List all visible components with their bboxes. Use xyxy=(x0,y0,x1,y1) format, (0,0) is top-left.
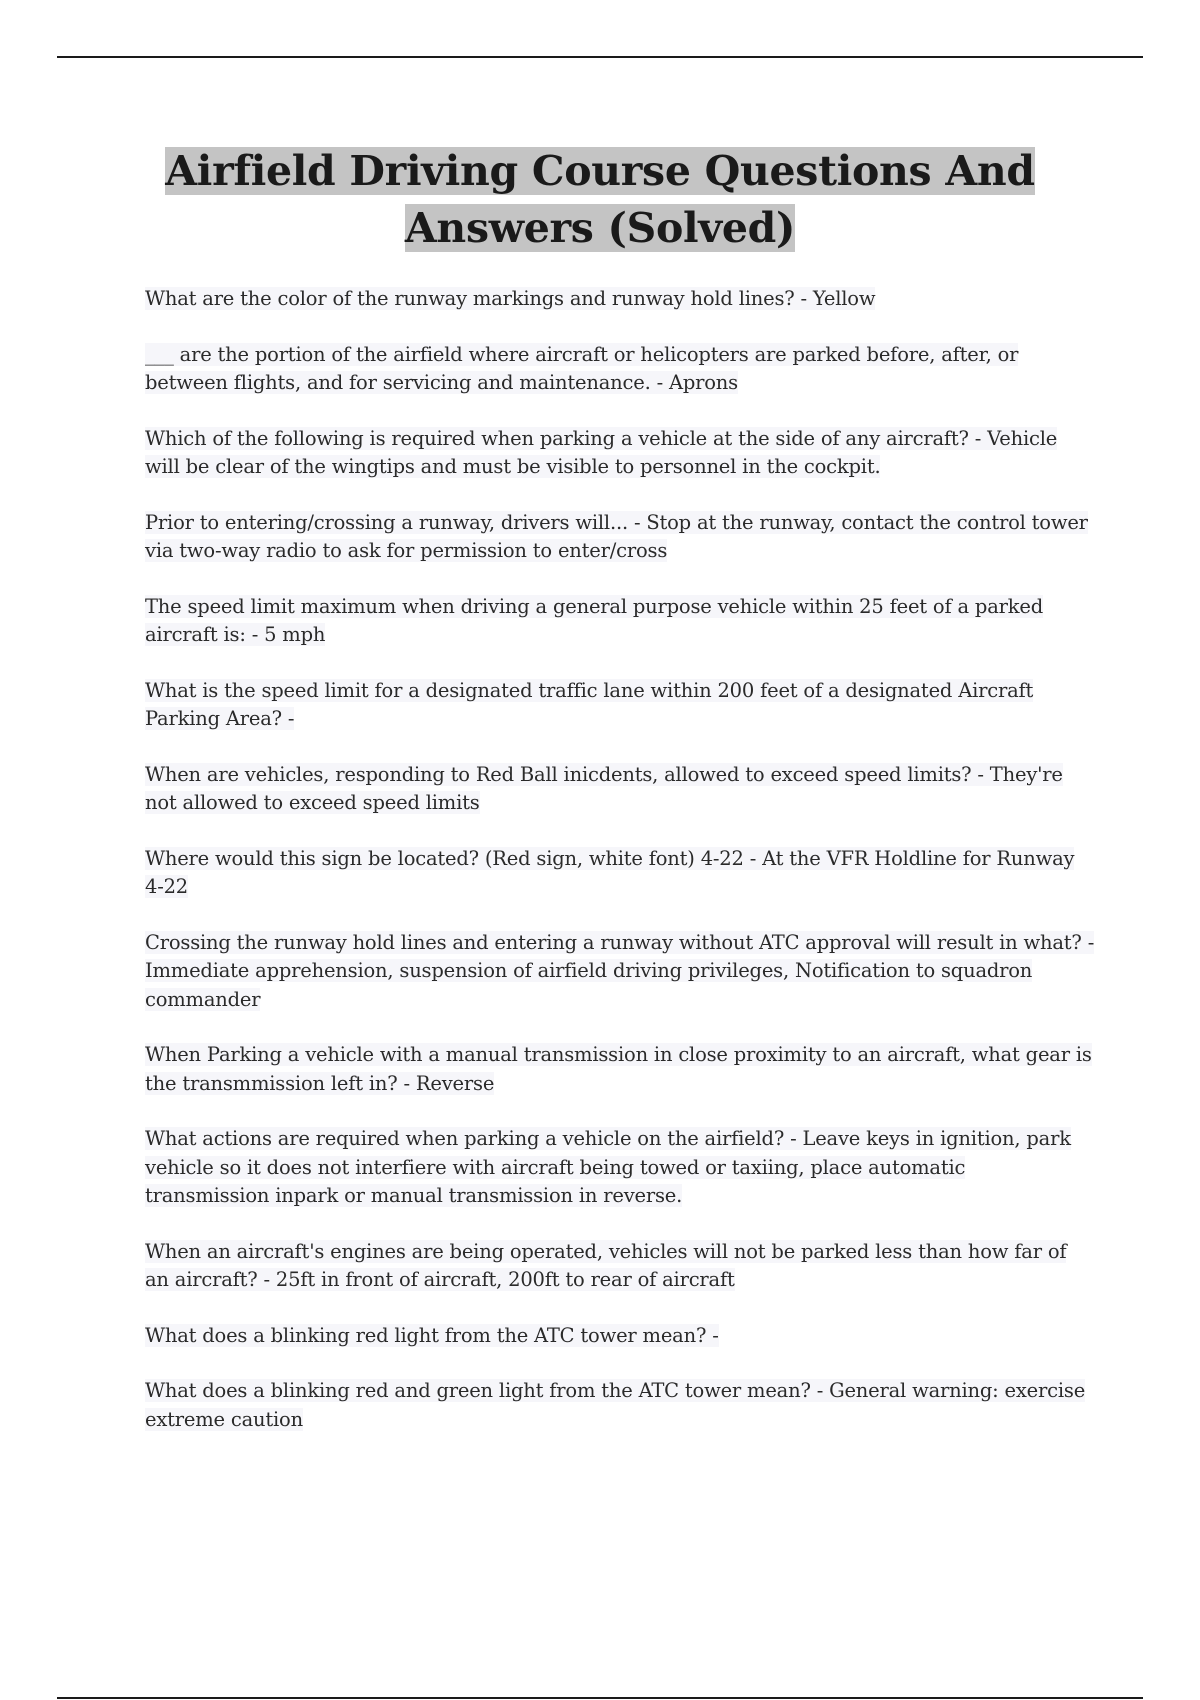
qa-text: When an aircraft's engines are being operated, vehicles will not be parked less than how far of an aircraft? - 25ft in front of aircraft, 200ft to rear of aircraft xyxy=(145,1239,1067,1291)
qa-item xyxy=(145,509,1095,566)
qa-item xyxy=(145,929,1095,1015)
qa-text: What actions are required when parking a vehicle on the airfield? - Leave keys in ignition, park vehicle so it does not interfiere with aircraft being towed or taxiing, place automatic transmission inpark or manual transmission in reverse. xyxy=(145,1127,1071,1207)
qa-item xyxy=(145,1322,1095,1351)
title-block xyxy=(100,143,1100,257)
document-title: Airfield Driving Course Questions And Answers (Solved) xyxy=(165,147,1035,252)
qa-item xyxy=(145,425,1095,482)
qa-text: What are the color of the runway markings and runway hold lines? - Yellow xyxy=(145,287,876,310)
qa-text: Crossing the runway hold lines and entering a runway without ATC approval will result in what? - Immediate apprehension, suspension of airfield driving privileges, Notification to squadron commander xyxy=(145,930,1095,1011)
qa-item xyxy=(145,1125,1095,1211)
top-rule xyxy=(57,56,1143,58)
qa-text: ___ are the portion of the airfield where aircraft or helicopters are parked before, after, or between flights, and for servicing and maintenance. - Aprons xyxy=(145,342,1019,394)
qa-item xyxy=(145,761,1095,818)
qa-text: What is the speed limit for a designated traffic lane within 200 feet of a designated Aircraft Parking Area? - xyxy=(145,678,1034,730)
qa-item xyxy=(145,845,1095,902)
qa-item xyxy=(145,1377,1095,1434)
qa-item xyxy=(145,1238,1095,1295)
qa-text: What does a blinking red and green light from the ATC tower mean? - General warning: exercise extreme caution xyxy=(145,1379,1086,1431)
qa-item xyxy=(145,593,1095,650)
qa-text: The speed limit maximum when driving a general purpose vehicle within 25 feet of a parked aircraft is: - 5 mph xyxy=(145,594,1043,646)
qa-text: When Parking a vehicle with a manual transmission in close proximity to an aircraft, what gear is the transmmission left in? - Reverse xyxy=(145,1043,1092,1095)
qa-text: Which of the following is required when parking a vehicle at the side of any aircraft? - Vehicle will be clear of the wingtips and must be visible to personnel in the cockpit. xyxy=(145,426,1058,478)
qa-text: What does a blinking red light from the ATC tower mean? - xyxy=(145,1323,719,1347)
qa-list xyxy=(145,285,1095,1461)
qa-item xyxy=(145,677,1095,734)
qa-item xyxy=(145,341,1095,398)
bottom-rule xyxy=(57,1697,1143,1699)
qa-item xyxy=(145,1041,1095,1098)
qa-text: Prior to entering/crossing a runway, drivers will... - Stop at the runway, contact the control tower via two-way radio to ask for permission to enter/cross xyxy=(145,510,1088,562)
qa-text: Where would this sign be located? (Red sign, white font) 4-22 - At the VFR Holdline for Runway 4-22 xyxy=(145,846,1075,898)
qa-item xyxy=(145,285,1095,314)
qa-text: When are vehicles, responding to Red Ball inicdents, allowed to exceed speed limits? - They're not allowed to exceed speed limits xyxy=(145,762,1063,814)
